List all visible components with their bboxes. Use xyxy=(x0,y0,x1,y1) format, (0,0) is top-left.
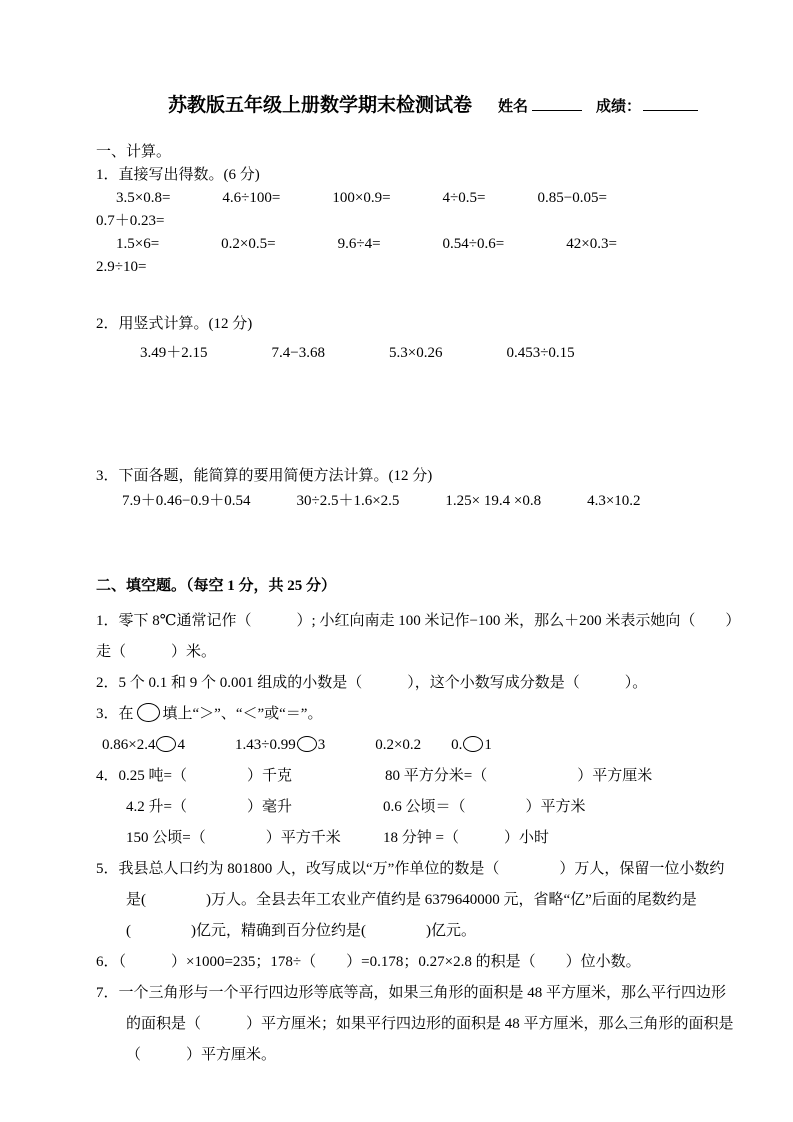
expression: 30÷2.5＋1.6×2.5 xyxy=(296,493,400,509)
name-blank-line xyxy=(532,96,582,111)
unit-conversion: 4．0.25 吨=（ ）千克 xyxy=(96,768,292,784)
expression: 7.9＋0.46−0.9＋0.54 xyxy=(122,493,251,509)
expression: 4÷0.5= xyxy=(442,190,486,206)
expression: 3.49＋2.15 xyxy=(140,345,208,361)
fill-q7-line2: 的面积是（ ）平方厘米；如果平行四边形的面积是 48 平方厘米，那么三角形的面积是 xyxy=(126,1016,734,1032)
header-row xyxy=(168,90,705,117)
unit-conversion: 0.6 公顷＝（ ）平方米 xyxy=(383,799,586,815)
score-blank-line xyxy=(643,96,698,111)
expression: 1.5×6= xyxy=(116,236,160,252)
expression: 42×0.3= xyxy=(566,236,617,252)
fill-q3-intro-post: 填上“＞”、“＜”或“＝”。 xyxy=(162,706,323,722)
comparison-left: 1.43÷0.99 xyxy=(234,737,296,753)
circle-blank-icon xyxy=(137,703,160,722)
fill-q7-line1: 7．一个三角形与一个平行四边形等底等高，如果三角形的面积是 48 平方厘米，那么平行四边形 xyxy=(96,985,727,1001)
q2-label: 2．用竖式计算。(12 分) xyxy=(96,316,253,332)
fill-q1-line1: 1．零下 8℃通常记作（ ）; 小红向南走 100 米记作−100 米，那么＋200 米表示她向（ ） xyxy=(96,613,741,629)
q2-row xyxy=(140,342,705,365)
fill-q3-intro xyxy=(96,699,705,730)
fill-q7-line3: （ ）平方厘米。 xyxy=(126,1047,277,1063)
fill-q3-compare-row xyxy=(102,730,705,761)
comparison-item xyxy=(375,730,492,761)
fill-q5-line2: 是( )万人。全县去年工农业产值约是 6379640000 元，省略“亿”后面的尾数约是 xyxy=(126,892,697,908)
fill-q1-line2: 走（ ）米。 xyxy=(96,644,217,660)
page-title: 苏教版五年级上册数学期末检测试卷 xyxy=(168,95,473,116)
expression: 7.4−3.68 xyxy=(271,345,325,361)
q1-row1 xyxy=(116,187,705,210)
q3-row xyxy=(122,490,705,513)
fill-q4-row1 xyxy=(96,761,705,792)
unit-conversion: 150 公顷=（ ）平方千米 xyxy=(126,830,341,846)
expression: 1.25× 19.4 ×0.8 xyxy=(445,493,542,509)
fill-q5-line1: 5．我县总人口约为 801800 人，改写成以“万”作单位的数是（ ）万人，保留一位小数约 xyxy=(96,861,725,877)
q1-row2-wrap: 2.9÷10= xyxy=(96,259,147,275)
expression: 9.6÷4= xyxy=(337,236,381,252)
circle-blank-icon xyxy=(297,736,317,752)
unit-conversion: 18 分钟 =（ ）小时 xyxy=(383,830,549,846)
name-label: 姓名 xyxy=(498,99,529,115)
q1-row2 xyxy=(116,233,705,256)
comparison-right: 4 xyxy=(177,737,185,753)
comparison-right: 1 xyxy=(484,737,492,753)
expression: 0.85−0.05= xyxy=(537,190,607,206)
fill-q2: 2．5 个 0.1 和 9 个 0.001 组成的小数是（ ），这个小数写成分数是（ ）。 xyxy=(96,675,648,691)
comparison-right: 3 xyxy=(317,737,326,753)
expression: 3.5×0.8= xyxy=(116,190,171,206)
fill-q4-row3 xyxy=(96,823,705,854)
expression: 4.3×10.2 xyxy=(587,493,641,509)
q1-row1-wrap: 0.7＋0.23= xyxy=(96,213,165,229)
q3-label: 3．下面各题，能简算的要用简便方法计算。(12 分) xyxy=(96,468,433,484)
expression: 0.54÷0.6= xyxy=(442,236,505,252)
comparison-item xyxy=(235,730,325,761)
expression: 100×0.9= xyxy=(332,190,391,206)
circle-blank-icon xyxy=(463,736,483,752)
expression: 0.453÷0.15 xyxy=(506,345,575,361)
fill-q5-line3: ( )亿元，精确到百分位约是( )亿元。 xyxy=(126,923,476,939)
fill-q4-row2 xyxy=(96,792,705,823)
expression: 0.2×0.5= xyxy=(221,236,276,252)
expression: 4.6÷100= xyxy=(222,190,281,206)
comparison-item xyxy=(102,730,185,761)
expression: 5.3×0.26 xyxy=(388,345,443,361)
circle-blank-icon xyxy=(156,736,176,752)
section1-heading: 一、计算。 xyxy=(96,144,172,160)
comparison-left: 0.86×2.4 xyxy=(102,737,156,753)
comparison-left: 0.2×0.2 0. xyxy=(375,737,463,753)
fill-q6: 6．（ ）×1000=235；178÷（ ）=0.178；0.27×2.8 的积是（ ）位小数。 xyxy=(96,954,641,970)
unit-conversion: 4.2 升=（ ）毫升 xyxy=(126,799,292,815)
section2-heading: 二、填空题。（每空 1 分，共 25 分） xyxy=(96,578,337,594)
score-label: 成绩： xyxy=(596,99,642,115)
fill-q3-intro-pre: 3．在 xyxy=(96,706,134,722)
unit-conversion: 80 平方分米=（ ）平方厘米 xyxy=(385,768,653,784)
q1-label: 1．直接写出得数。(6 分) xyxy=(96,167,260,183)
